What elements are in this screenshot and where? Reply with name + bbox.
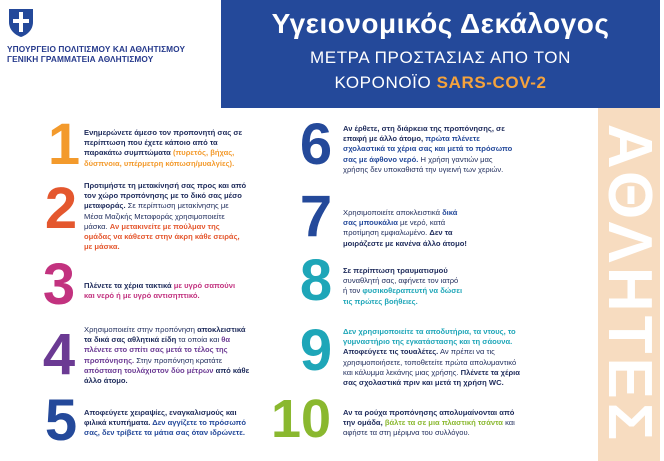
rule-text-segment: με μάσκα. xyxy=(84,242,120,252)
rule-text-line xyxy=(343,368,568,378)
rule-text-segment: χρήσης δεν υποκαθιστά την υγιεινή των χεριών. xyxy=(343,164,504,174)
rule-text-line xyxy=(343,347,568,357)
rule-text-segment: Αποφεύγετε τις τουαλέτες. xyxy=(343,347,439,357)
rule-text-line xyxy=(343,297,533,307)
rule-text-line xyxy=(84,148,274,158)
rule-text-line xyxy=(343,208,533,218)
rule-text-line xyxy=(343,276,533,286)
rule-text-segment: δύσπνοια, υπέρμετρη κόπωση/μυαλγίες). xyxy=(84,158,235,168)
rule-text-segment: προπόνησης. xyxy=(84,355,135,365)
rule-number: 5 xyxy=(44,388,78,453)
rule-text-segment: χρησιμοποιήσετε, τοποθετείτε πρώτα απολυμαντικό xyxy=(343,357,517,367)
rule-text-segment: πρώτα πλένετε xyxy=(425,134,480,144)
rule-text-line xyxy=(343,228,533,238)
rule-text-segment: τα δικά σας αθλητικά είδη xyxy=(84,335,177,345)
rule-text-segment: Σε περίπτωση τραυματισμού xyxy=(343,266,448,275)
rule-text xyxy=(84,181,284,252)
ministry-name: ΥΠΟΥΡΓΕΙΟ ΠΟΛΙΤΙΣΜΟΥ ΚΑΙ ΑΘΛΗΤΙΣΜΟΥ xyxy=(7,44,186,54)
rule-text-line xyxy=(84,242,284,252)
rule-text-segment: βάλτε τα σε μια πλαστική τσάντα xyxy=(384,418,503,428)
rule-text-line xyxy=(343,378,568,388)
rule-text xyxy=(343,266,533,307)
rule-text-line xyxy=(84,281,274,291)
rule-text-segment: συναθλητή σας, αφήνετε τον ιατρό xyxy=(343,276,459,286)
rule-text-line xyxy=(343,239,533,249)
rule-text-segment: δικά xyxy=(442,208,458,217)
rule-text-line xyxy=(84,428,294,438)
rule-text-line xyxy=(84,366,284,376)
rule-text-segment: σας, δεν τρίβετε τα μάτια σας όταν ιδρώνετε. xyxy=(84,428,245,438)
rule-text-segment: γυμναστήριο της εγκατάστασης και τη σάουνα. xyxy=(343,337,513,347)
rule-number: 1 xyxy=(47,112,81,177)
rule-text-segment: απόσταση τουλάχιστον δύο μέτρων xyxy=(84,365,214,375)
page-title: Υγειονομικός Δεκάλογος xyxy=(271,8,610,39)
rule-text-segment: Αν μετακινείτε με πούλμαν της xyxy=(109,221,220,231)
rule-text-segment: Προτιμήστε τη μετακίνησή σας προς και από xyxy=(84,181,247,190)
rule-text xyxy=(343,327,568,388)
rule-text-line xyxy=(343,266,533,276)
rule-text-line xyxy=(84,181,284,191)
rule-number: 10 xyxy=(270,389,332,449)
rule-text xyxy=(84,408,294,439)
rule-text-segment: Δεν χρησιμοποιείτε τα αποδυτήρια, τα ντους, το xyxy=(343,327,516,336)
rule-text-segment: σχολαστικά τα χέρια σας και μετά το πρόσωπο xyxy=(343,144,513,154)
rule-text-segment: την ομάδα, xyxy=(343,418,385,428)
rule-text-line xyxy=(343,428,558,438)
rule-text-line xyxy=(343,155,553,165)
rule-text xyxy=(84,325,284,386)
rule-text-line xyxy=(84,345,284,355)
rule-text-segment: μεταφοράς. xyxy=(84,201,126,211)
rule-text-line xyxy=(84,232,284,242)
rule-text-line xyxy=(343,124,553,134)
rule-text-line xyxy=(343,286,533,296)
rule-text-segment: Αποφεύγετε χειραψίες, εναγκαλισμούς και xyxy=(84,408,237,417)
rule-text-segment: τα οποία και xyxy=(176,335,222,345)
rule-text-segment: Δεν τα xyxy=(429,228,453,238)
rule-text-segment: τις πρώτες βοήθειες. xyxy=(343,296,418,306)
organization-header xyxy=(0,0,220,110)
rule-text-segment: τον χώρο προπόνησης με το δικό σας μέσο xyxy=(84,191,242,201)
rule-text-segment: φιλικά κτυπήματα. xyxy=(84,418,153,428)
rule-number: 8 xyxy=(299,248,333,313)
rule-text-line xyxy=(84,138,274,148)
rule-text-segment: και νερό ή με υγρό αντισηπτικό. xyxy=(84,291,200,301)
rule-text xyxy=(343,208,533,249)
rule-text-segment: Στην προπόνηση κρατάτε xyxy=(134,355,223,365)
subtitle-line-2 xyxy=(221,73,660,93)
rule-text-segment: Πλένετε τα χέρια xyxy=(460,367,520,377)
rule-text-segment: φυσικοθεραπευτή να δώσει xyxy=(362,286,463,296)
rule-text-segment: σας σχολαστικά πριν και μετά τη χρήση WC. xyxy=(343,378,504,388)
rule-text-segment: θα xyxy=(221,335,231,345)
rule-text-line xyxy=(343,358,568,368)
greek-coat-of-arms-icon xyxy=(7,6,35,38)
rule-text-segment: Μέσα Μαζικής Μεταφοράς χρησιμοποιείτε xyxy=(84,211,225,221)
rule-text-segment: Η χρήση γαντιών μας xyxy=(418,154,493,164)
header-banner xyxy=(221,0,660,108)
rule-text xyxy=(343,408,558,439)
rule-number: 3 xyxy=(42,252,76,317)
rule-text-segment: σας μπουκάλια xyxy=(343,218,398,228)
secretariat-name: ΓΕΝΙΚΗ ΓΡΑΜΜΑΤΕΙΑ ΑΘΛΗΤΙΣΜΟΥ xyxy=(7,54,154,64)
rule-text xyxy=(84,281,274,301)
subtitle-line-2-text: ΚΟΡΟΝΟΪΟ xyxy=(334,73,432,92)
rule-text-segment: άλλο άτομο. xyxy=(84,376,128,386)
rule-text-line xyxy=(343,134,553,144)
rule-text-line xyxy=(343,418,558,428)
rule-text-line xyxy=(84,376,284,386)
rule-text-segment: αφήστε τα στη μέριμνα του συλλόγου. xyxy=(343,428,470,438)
rule-text-segment: Χρησιμοποιείτε αποκλειστικά xyxy=(343,208,443,217)
rule-text-segment: και κάλυμμα λεκάνης μιας χρήσης. xyxy=(343,367,461,377)
rule-text-line xyxy=(84,335,284,345)
rule-number: 6 xyxy=(299,112,333,177)
rule-text xyxy=(343,124,553,175)
rule-text-segment: (πυρετός, βήχας, xyxy=(172,148,235,158)
rule-text-line xyxy=(343,218,533,228)
rule-text-line xyxy=(343,327,568,337)
rule-text-segment: Χρησιμοποιείτε στην προπόνηση xyxy=(84,325,198,334)
rule-text-segment: με νερό, κατά xyxy=(397,218,446,228)
rule-text-segment: μοιράζεστε με κανένα άλλο άτομο! xyxy=(343,238,467,248)
rule-text-segment: μάσκα. xyxy=(84,221,110,231)
rule-text-segment: Δεν αγγίζετε το πρόσωπό xyxy=(152,418,246,428)
rule-text-segment: προτίμηση εμφιαλωμένο. xyxy=(343,228,430,238)
rule-text-line xyxy=(343,144,553,154)
subtitle-line-1: ΜΕΤΡΑ ΠΡΟΣΤΑΣΙΑΣ ΑΠΟ ΤΟΝ xyxy=(310,48,571,67)
rule-text-segment: Ενημερώνετε άμεσο τον προπονητή σας σε xyxy=(84,128,243,137)
rule-text-line xyxy=(84,356,284,366)
rule-text-segment: Αν έρθετε, στη διάρκεια της προπόνησης, σε xyxy=(343,124,505,133)
rule-text-segment: Αν πρέπει να τις xyxy=(438,347,495,357)
rule-text-line xyxy=(343,408,558,418)
rule-text-line xyxy=(84,408,294,418)
rule-text-segment: ομάδας να κάθεστε στην άκρη κάθε σειράς, xyxy=(84,232,240,242)
rule-text-segment: Πλένετε τα χέρια τακτικά xyxy=(84,281,174,290)
rule-text-line xyxy=(84,212,284,222)
side-band xyxy=(595,108,664,461)
rule-text-line xyxy=(84,325,284,335)
side-label-athletes: ΑΘΛΗΤΕΣ xyxy=(595,123,664,445)
rule-number: 2 xyxy=(44,176,78,241)
rule-text-segment: περίπτωση που έχετε κάποιο από τα xyxy=(84,138,218,148)
rule-text-line xyxy=(343,337,568,347)
rule-text-segment: από κάθε xyxy=(213,365,250,375)
rule-text-line xyxy=(343,165,553,175)
rule-text-segment: και xyxy=(502,418,515,428)
rule-text-segment: επαφή με άλλο άτομο, xyxy=(343,134,426,144)
rule-text-line xyxy=(84,291,274,301)
rule-number: 9 xyxy=(299,318,333,383)
rule-text-line xyxy=(84,191,284,201)
rule-text xyxy=(84,128,274,169)
rule-text-segment: παρακάτω συμπτώματα xyxy=(84,148,173,158)
rule-text-segment: Αν τα ρούχα προπόνησης απολυμαίνονται από xyxy=(343,408,515,417)
rule-text-segment: με υγρό σαπούνι xyxy=(173,281,236,290)
rule-text-segment: αποκλειστικά xyxy=(197,325,246,334)
rule-text-segment: ή τον xyxy=(343,286,363,296)
rule-text-line xyxy=(84,418,294,428)
rule-text-segment: σας με άφθονο νερό. xyxy=(343,154,419,164)
rule-text-line xyxy=(84,159,274,169)
rule-number: 4 xyxy=(42,322,76,387)
rule-number: 7 xyxy=(299,184,333,249)
rule-text-line xyxy=(84,201,284,211)
rule-text-segment: πλένετε στο σπίτι σας μετά το τέλος της xyxy=(84,345,228,355)
rule-text-line xyxy=(84,222,284,232)
rule-text-segment: Σε περίπτωση μετακίνησης με xyxy=(125,201,229,211)
virus-name: SARS-COV-2 xyxy=(436,73,547,92)
rule-text-line xyxy=(84,128,274,138)
